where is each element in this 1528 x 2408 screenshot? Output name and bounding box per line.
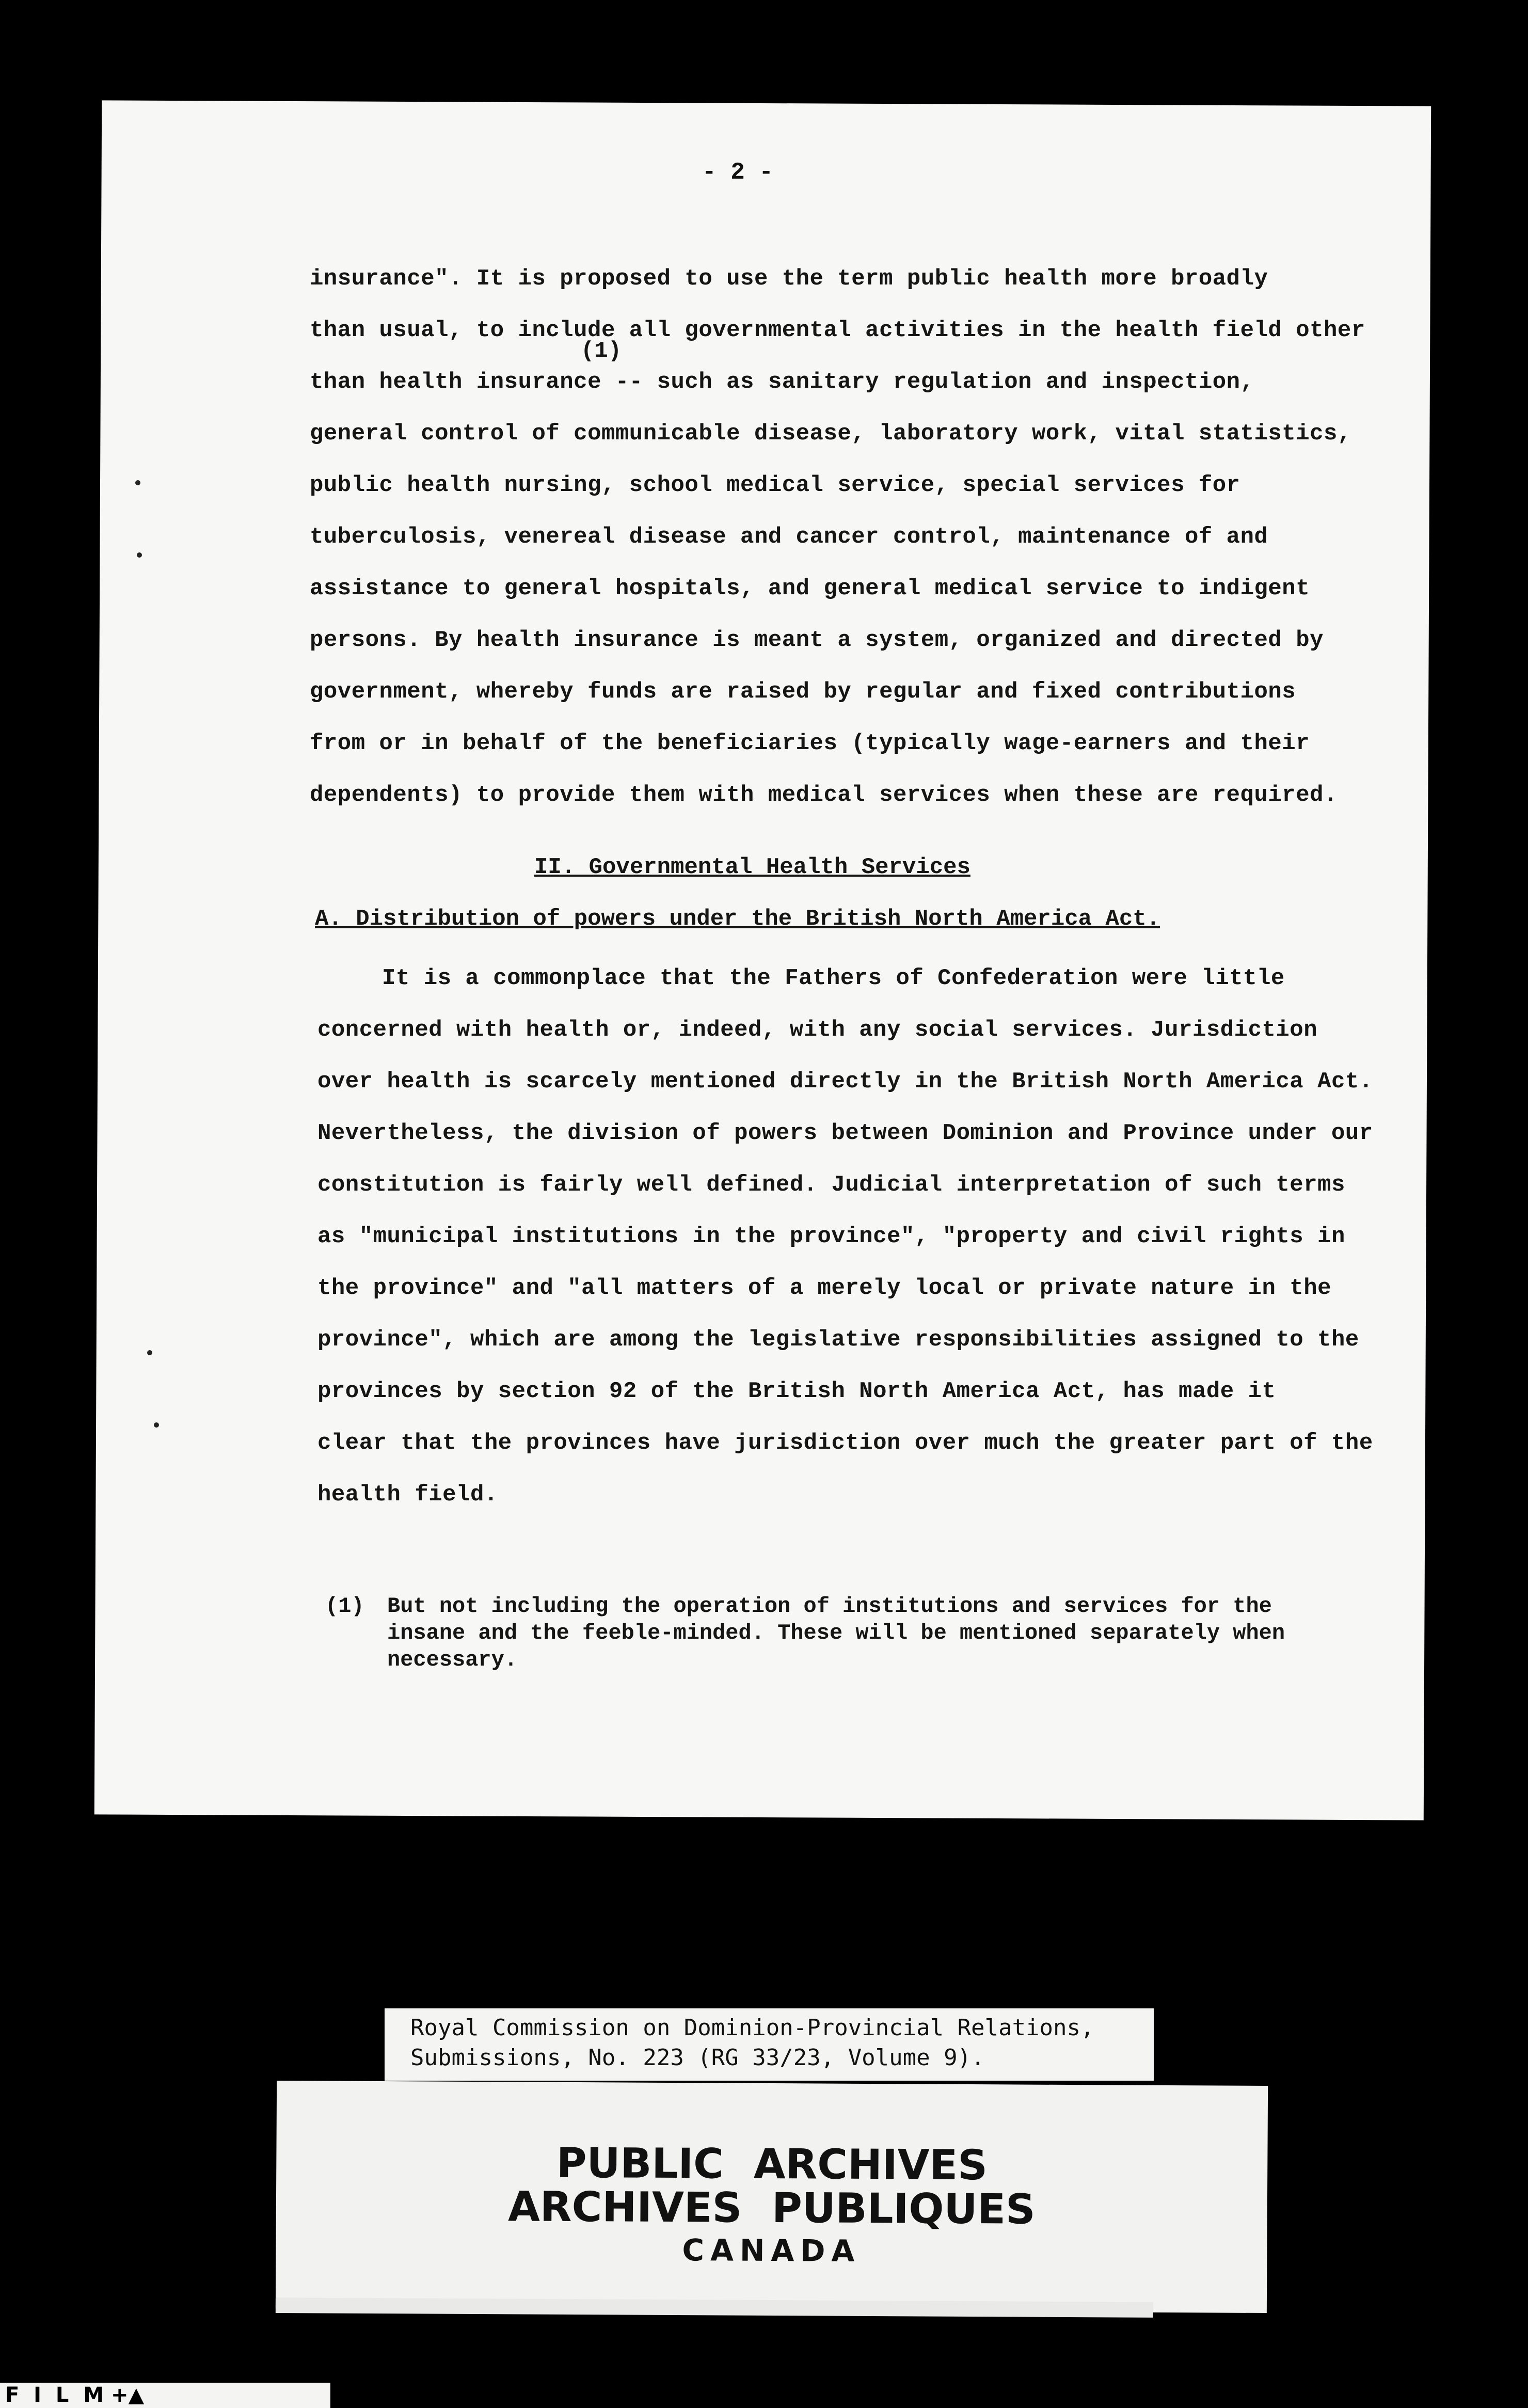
punch-hole-mark [135, 480, 140, 485]
text-line: dependents) to provide them with medical services when these are required. [310, 782, 1338, 808]
text-line: than health insurance -- such as sanitary regulation and inspection, [310, 369, 1254, 395]
text-line: constitution is fairly well defined. Judicial interpretation of such terms [317, 1172, 1345, 1198]
stamp-line-3: CANADA [682, 2232, 861, 2269]
text-line: over health is scarcely mentioned directly in the British North America Act. [317, 1069, 1373, 1095]
stamp-line-2: ARCHIVES PUBLIQUES [507, 2182, 1036, 2233]
footnote-marker: (1) [581, 338, 622, 364]
text-line: assistance to general hospitals, and general medical service to indigent [310, 576, 1310, 601]
footnote-line: necessary. [387, 1647, 518, 1672]
text-line: public health nursing, school medical service, special services for [310, 472, 1240, 498]
text-line: concerned with health or, indeed, with any social services. Jurisdiction [317, 1017, 1318, 1043]
text-line: persons. By health insurance is meant a system, organized and directed by [310, 627, 1324, 653]
text-line: health field. [317, 1482, 498, 1508]
label-line-1: Royal Commission on Dominion-Provincial Relations, [410, 2015, 1094, 2041]
footnote-text [387, 1593, 1368, 1673]
film-strip-marker: F I L M +▲ [0, 2383, 330, 2408]
text-line: Nevertheless, the division of powers between Dominion and Province under our [317, 1120, 1373, 1146]
text-line: general control of communicable disease, laboratory work, vital statistics, [310, 421, 1351, 447]
page-number: - 2 - [702, 159, 774, 186]
subsection-heading: A. Distribution of powers under the British North America Act. [315, 906, 1160, 932]
text-line: insurance". It is proposed to use the term public health more broadly [310, 266, 1268, 292]
text-line: tuberculosis, venereal disease and cancer control, maintenance of and [310, 524, 1268, 550]
archives-stamp [276, 2081, 1268, 2313]
footnote-line: insane and the feeble-minded. These will be mentioned separately when [387, 1621, 1285, 1645]
stamp-edge [276, 2298, 1153, 2318]
section-heading: II. Governmental Health Services [534, 854, 970, 880]
paragraph-2 [317, 953, 1373, 1520]
text-line: the province" and "all matters of a merely local or private nature in the [317, 1275, 1332, 1301]
text-line: government, whereby funds are raised by regular and fixed contributions [310, 679, 1296, 705]
text-line: clear that the provinces have jurisdiction over much the greater part of the [317, 1430, 1373, 1456]
archive-reference-label [385, 2008, 1154, 2081]
text-line: provinces by section 92 of the British North America Act, has made it [317, 1379, 1276, 1404]
punch-hole-mark [154, 1422, 159, 1428]
punch-hole-mark [147, 1350, 152, 1355]
text-line: from or in behalf of the beneficiaries (typically wage-earners and their [310, 731, 1310, 756]
text-line: than usual, to include all governmental activities in the health field other [310, 318, 1365, 343]
stamp-line-1: PUBLIC ARCHIVES [556, 2138, 988, 2190]
footnote-number: (1) [325, 1594, 364, 1619]
label-line-2: Submissions, No. 223 (RG 33/23, Volume 9). [410, 2045, 985, 2071]
text-line: It is a commonplace that the Fathers of Confederation were little [382, 965, 1285, 991]
text-line: province", which are among the legislative responsibilities assigned to the [317, 1327, 1359, 1353]
text-line: as "municipal institutions in the province", "property and civil rights in [317, 1224, 1345, 1249]
punch-hole-mark [137, 552, 142, 558]
footnote-line: But not including the operation of institutions and services for the [387, 1594, 1272, 1619]
paragraph-1 [310, 253, 1365, 821]
